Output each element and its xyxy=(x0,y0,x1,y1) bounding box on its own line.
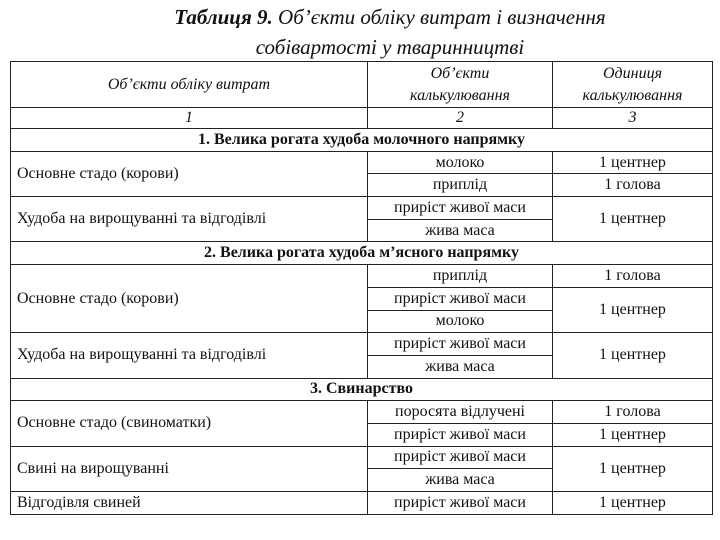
calc-object: приріст живої маси xyxy=(368,492,553,515)
calc-object: приріст живої маси xyxy=(368,197,553,220)
cost-objects-table xyxy=(10,61,713,515)
calc-object: поросята відлучені xyxy=(368,401,553,424)
table-row xyxy=(11,197,713,220)
calc-unit: 1 центнер xyxy=(553,151,713,174)
calc-object: жива маса xyxy=(368,469,553,492)
calc-unit: 1 центнер xyxy=(553,492,713,515)
header-cost-objects: Об’єкти обліку витрат xyxy=(11,62,368,108)
calc-object: приріст живої маси xyxy=(368,333,553,356)
calc-object: приплід xyxy=(368,174,553,197)
calc-object: приріст живої маси xyxy=(368,287,553,310)
calc-unit: 1 голова xyxy=(553,174,713,197)
header-calc-objects-line1: Об’єкти xyxy=(430,64,490,82)
calc-object: молоко xyxy=(368,310,553,333)
table-number: Таблиця 9. xyxy=(174,5,273,29)
calc-unit: 1 голова xyxy=(553,401,713,424)
table-row xyxy=(11,446,713,469)
cost-object: Худоба на вирощуванні та відгодівлі xyxy=(11,333,368,378)
section-title: 3. Свинарство xyxy=(11,378,713,401)
calc-unit: 1 центнер xyxy=(553,446,713,491)
caption-line-1: Об’єкти обліку витрат і визначення xyxy=(272,5,606,29)
section-row xyxy=(11,378,713,401)
table-row xyxy=(11,492,713,515)
header-row xyxy=(11,62,713,108)
calc-object: приріст живої маси xyxy=(368,446,553,469)
calc-object: молоко xyxy=(368,151,553,174)
table-row xyxy=(11,401,713,424)
section-row xyxy=(11,129,713,152)
cost-object: Основне стадо (свиноматки) xyxy=(11,401,368,446)
calc-unit: 1 центнер xyxy=(553,287,713,332)
table-row xyxy=(11,333,713,356)
table-caption xyxy=(0,2,720,62)
calc-unit: 1 голова xyxy=(553,265,713,288)
section-title: 1. Велика рогата худоба молочного напрямку xyxy=(11,129,713,152)
cost-object: Основне стадо (корови) xyxy=(11,151,368,196)
section-title: 2. Велика рогата худоба м’ясного напрямку xyxy=(11,242,713,265)
column-number-row xyxy=(11,108,713,129)
header-calc-unit-line2: калькулювання xyxy=(582,86,683,104)
cost-object: Свині на вирощуванні xyxy=(11,446,368,491)
calc-object: жива маса xyxy=(368,355,553,378)
calc-object: приріст живої маси xyxy=(368,423,553,446)
table-row xyxy=(11,151,713,174)
calc-object: приплід xyxy=(368,265,553,288)
header-calc-unit xyxy=(553,62,713,108)
column-number: 3 xyxy=(553,108,713,129)
header-calc-objects-line2: калькулювання xyxy=(410,86,510,104)
cost-object: Основне стадо (корови) xyxy=(11,265,368,333)
caption-line-2: собівартості у тваринництві xyxy=(255,35,525,59)
column-number: 2 xyxy=(368,108,553,129)
table-row xyxy=(11,265,713,288)
header-calc-objects xyxy=(368,62,553,108)
calc-unit: 1 центнер xyxy=(553,333,713,378)
calc-unit: 1 центнер xyxy=(553,423,713,446)
header-calc-unit-line1: Одиниця xyxy=(602,64,663,82)
calc-object: жива маса xyxy=(368,219,553,242)
cost-object: Худоба на вирощуванні та відгодівлі xyxy=(11,197,368,242)
section-row xyxy=(11,242,713,265)
calc-unit: 1 центнер xyxy=(553,197,713,242)
cost-object: Відгодівля свиней xyxy=(11,492,368,515)
column-number: 1 xyxy=(11,108,368,129)
